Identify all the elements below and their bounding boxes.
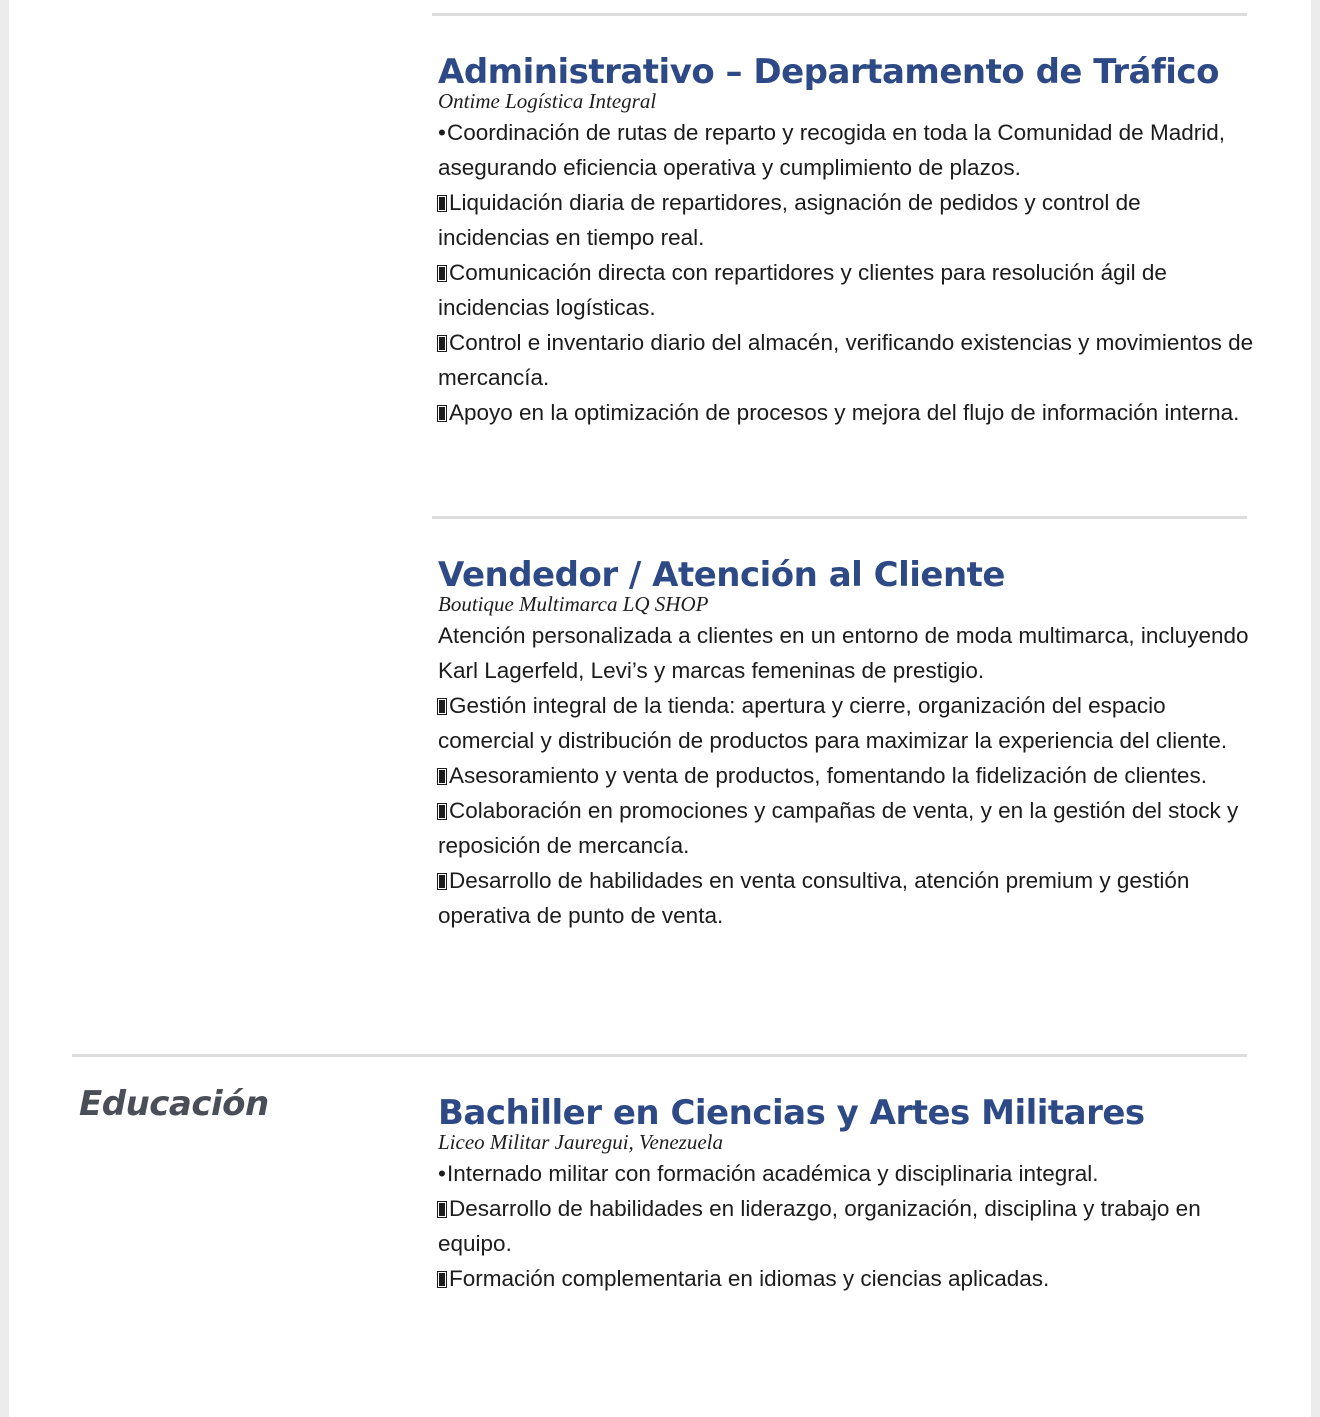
job-description-list (438, 115, 1258, 430)
company-name: Boutique Multimarca LQ SHOP (438, 592, 709, 616)
description-text: Atención personalizada a clientes en un entorno de moda multimarca, incluyendo Karl Lagerfeld, Levi’s y marcas femeninas de prestigio. (438, 623, 1249, 683)
description-item (438, 1156, 1258, 1191)
description-text: Liquidación diaria de repartidores, asignación de pedidos y control de incidencias en tiempo real. (438, 190, 1141, 250)
description-text: Desarrollo de habilidades en venta consultiva, atención premium y gestión operativa de punto de venta. (438, 868, 1190, 928)
description-text: Apoyo en la optimización de procesos y mejora del flujo de información interna. (449, 400, 1240, 425)
resume-page (9, 0, 1311, 1417)
bullet-glyph-icon (438, 1272, 446, 1287)
bullet-glyph-icon (438, 1202, 446, 1217)
bullet-glyph-icon (438, 769, 446, 784)
bullet-glyph-icon (438, 196, 446, 211)
description-item (438, 863, 1258, 933)
job-entry-administrativo (438, 50, 1258, 430)
bullet-glyph-icon (438, 874, 446, 889)
description-item (438, 255, 1258, 325)
description-text: Internado militar con formación académica y disciplinaria integral. (447, 1161, 1099, 1186)
education-entry (438, 1091, 1258, 1296)
bullet-glyph-icon (438, 266, 446, 281)
job-title: Administrativo – Departamento de Tráfico (438, 52, 1219, 92)
description-item (438, 1261, 1258, 1296)
section-divider (72, 1054, 1247, 1057)
section-label-education: Educación (79, 1084, 269, 1124)
description-item (438, 185, 1258, 255)
description-item (438, 758, 1258, 793)
school-name: Liceo Militar Jauregui, Venezuela (438, 1130, 723, 1154)
bullet-glyph-icon (438, 406, 446, 421)
description-item (438, 115, 1258, 185)
description-text: Coordinación de rutas de reparto y recogida en toda la Comunidad de Madrid, asegurando eficiencia operativa y cumplimiento de plazos. (438, 120, 1225, 180)
description-text: Formación complementaria en idiomas y ciencias aplicadas. (449, 1266, 1050, 1291)
section-divider (432, 516, 1247, 519)
description-item (438, 325, 1258, 395)
education-description-list (438, 1156, 1258, 1296)
description-text: Desarrollo de habilidades en liderazgo, organización, disciplina y trabajo en equipo. (438, 1196, 1201, 1256)
bullet-icon: • (438, 120, 446, 145)
description-item (438, 688, 1258, 758)
description-text: Comunicación directa con repartidores y clientes para resolución ágil de incidencias logísticas. (438, 260, 1167, 320)
description-item (438, 618, 1258, 688)
bullet-glyph-icon (438, 336, 446, 351)
description-text: Asesoramiento y venta de productos, fomentando la fidelización de clientes. (449, 763, 1207, 788)
description-text: Colaboración en promociones y campañas de venta, y en la gestión del stock y reposición de mercancía. (438, 798, 1239, 858)
section-divider (432, 13, 1247, 16)
description-item (438, 793, 1258, 863)
bullet-glyph-icon (438, 699, 446, 714)
description-text: Control e inventario diario del almacén, verificando existencias y movimientos de mercancía. (438, 330, 1254, 390)
description-item (438, 1191, 1258, 1261)
job-entry-vendedor (438, 553, 1258, 933)
degree-title: Bachiller en Ciencias y Artes Militares (438, 1093, 1145, 1133)
company-name: Ontime Logística Integral (438, 89, 657, 113)
description-text: Gestión integral de la tienda: apertura y cierre, organización del espacio comercial y distribución de productos para maximizar la experiencia del cliente. (438, 693, 1228, 753)
bullet-glyph-icon (438, 804, 446, 819)
job-title: Vendedor / Atención al Cliente (438, 555, 1005, 595)
bullet-icon: • (438, 1161, 446, 1186)
job-description-list (438, 618, 1258, 933)
description-item (438, 395, 1258, 430)
